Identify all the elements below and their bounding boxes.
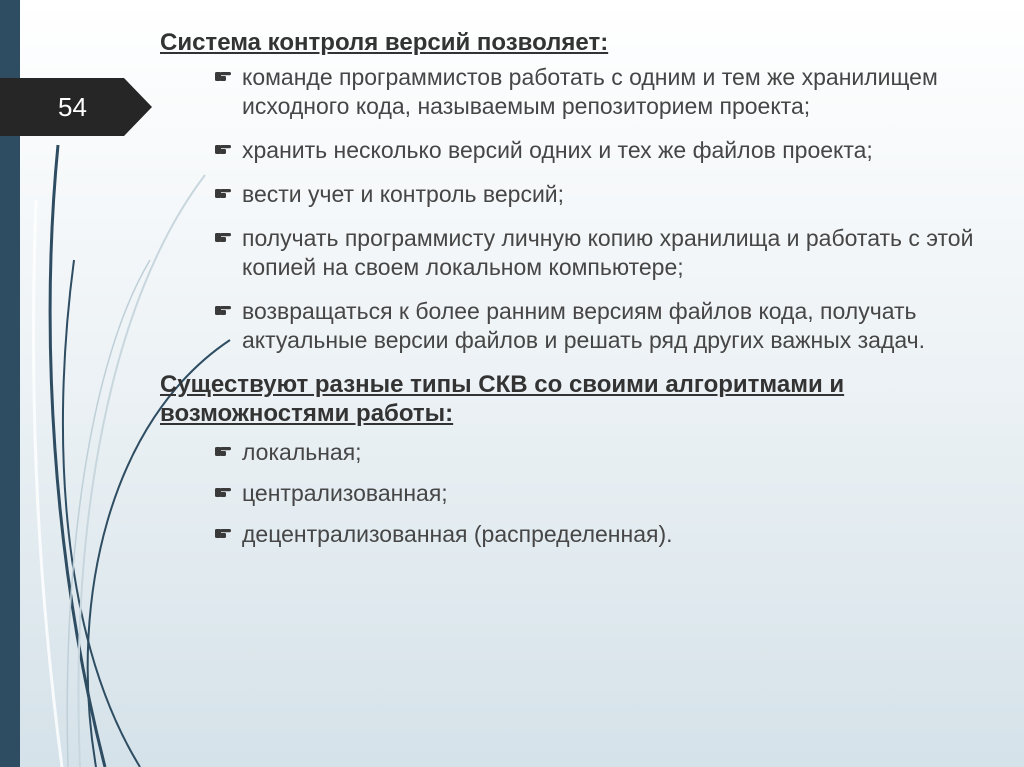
- list-item-text: вести учет и контроль версий;: [242, 181, 565, 207]
- vcs-types-list: [160, 438, 1000, 549]
- pointing-hand-icon: [215, 230, 231, 244]
- slide-number: 54: [58, 92, 87, 122]
- heading-vcs-types: Существуют разные типы СКВ со своими алгоритмами и возможностями работы:: [160, 371, 845, 427]
- pointing-hand-icon: [215, 142, 231, 156]
- list-item: [160, 297, 1000, 355]
- list-item-text: получать программисту личную копию хранилища и работать с этой копией на своем локальном компьютере;: [242, 225, 974, 280]
- slide-number-badge: [0, 78, 152, 136]
- list-item-text: хранить несколько версий одних и тех же файлов проекта;: [242, 137, 873, 163]
- list-item-text: команде программистов работать с одним и тем же хранилищем исходного кода, называемым репозиторием проекта;: [242, 64, 938, 119]
- list-item: [160, 479, 1000, 508]
- list-item: [160, 224, 1000, 282]
- list-item-text: возвращаться к более ранним версиям файлов кода, получать актуальные версии файлов и решать ряд других важных задач.: [242, 298, 926, 353]
- list-item-text: централизованная;: [242, 480, 448, 506]
- pointing-hand-icon: [215, 526, 231, 540]
- heading-vcs-capabilities: Система контроля версий позволяет:: [160, 29, 609, 56]
- slide-content: [160, 28, 1000, 561]
- list-item-text: децентрализованная (распределенная).: [242, 521, 673, 547]
- pointing-hand-icon: [215, 303, 231, 317]
- capabilities-list: [160, 63, 1000, 355]
- pointing-hand-icon: [215, 485, 231, 499]
- list-item: [160, 63, 1000, 121]
- list-item: [160, 520, 1000, 549]
- list-item: [160, 136, 1000, 165]
- pointing-hand-icon: [215, 186, 231, 200]
- list-item-text: локальная;: [242, 439, 362, 465]
- pointing-hand-icon: [215, 444, 231, 458]
- pointing-hand-icon: [215, 69, 231, 83]
- list-item: [160, 180, 1000, 209]
- list-item: [160, 438, 1000, 467]
